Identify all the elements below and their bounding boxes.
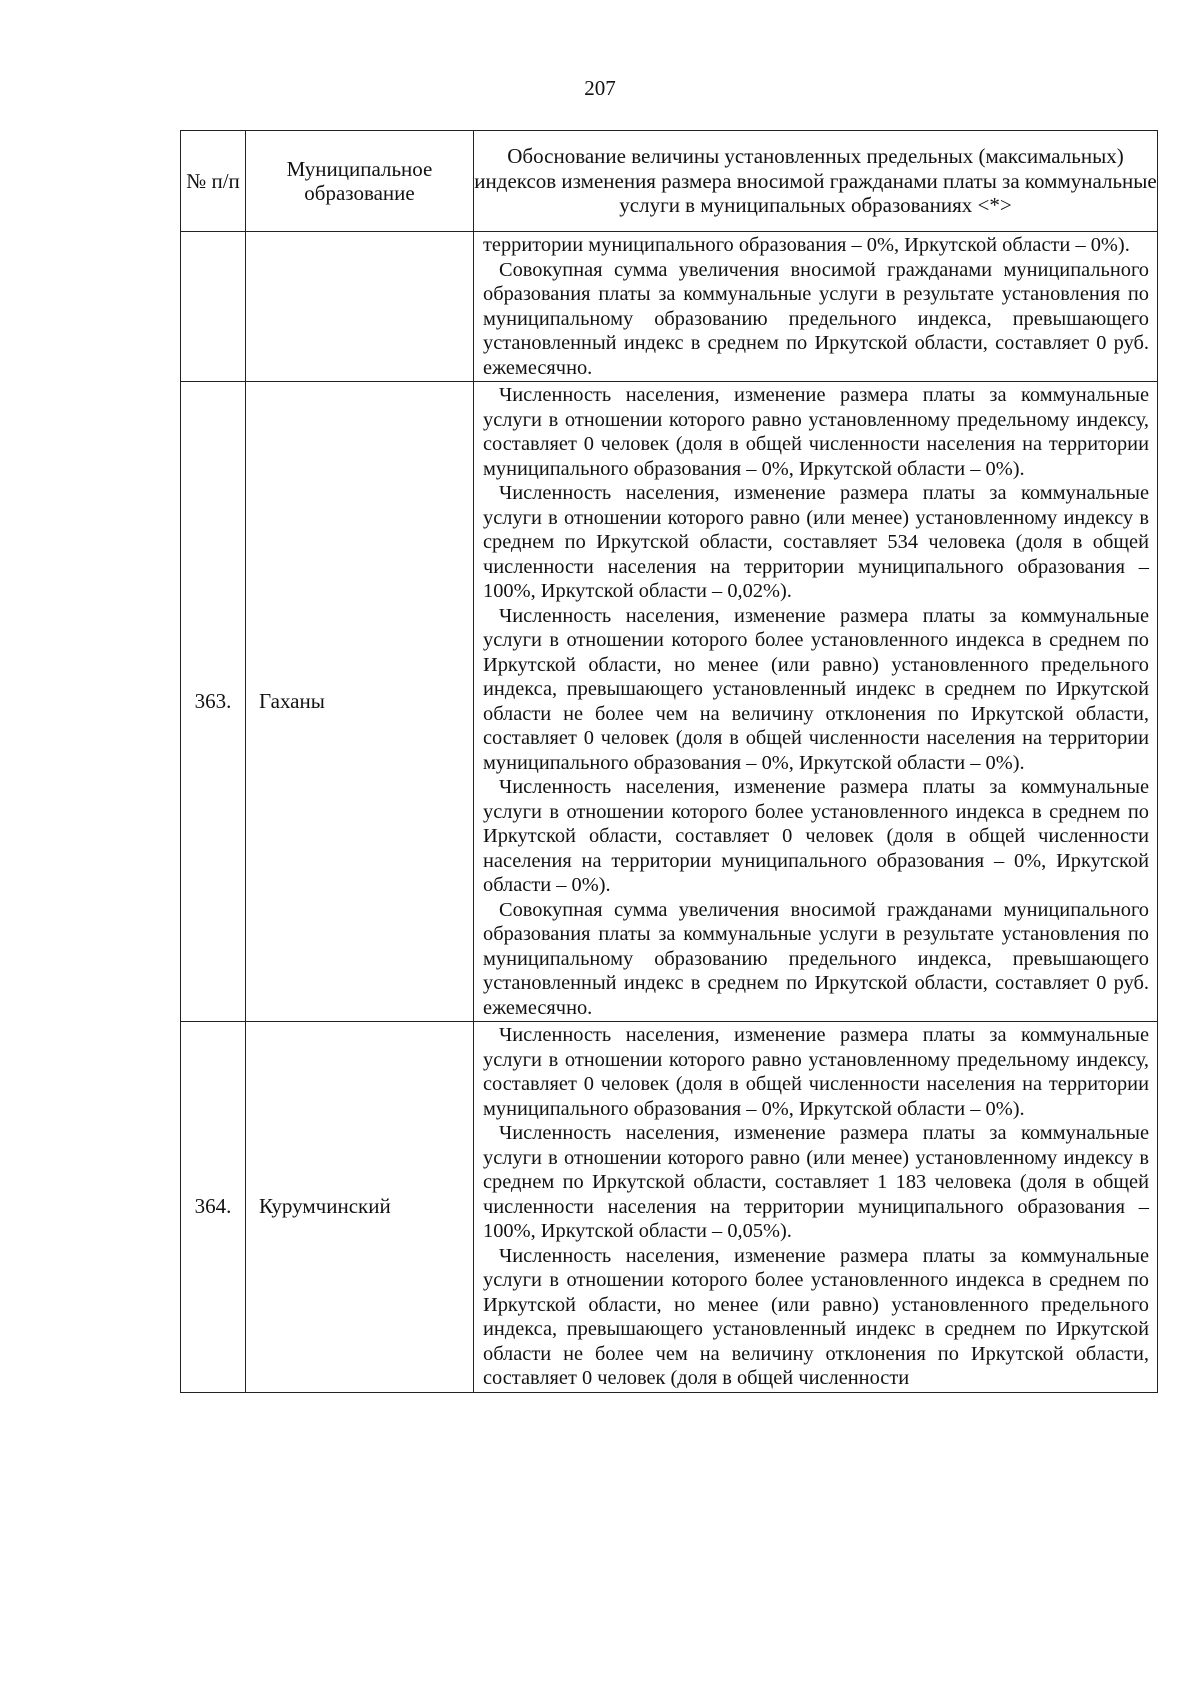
row-municipality: Курумчинский: [246, 1022, 474, 1393]
header-municipality: Муниципальное образование: [246, 131, 474, 232]
table-header-row: [181, 131, 1158, 232]
row-municipality: [246, 232, 474, 382]
justification-paragraph: Численность населения, изменение размера платы за коммунальные услуги в отношении которого равно установленному предельному индексу, составляет 0 человек (доля в общей численности населения на территории муниципального образования – 0%, Иркутской области – 0%).: [483, 1024, 1149, 1120]
header-justification: Обоснование величины установленных предельных (максимальных) индексов изменения размера вносимой гражданами платы за коммунальные услуги в муниципальных образованиях <*>: [474, 131, 1158, 232]
row-justification: [474, 1022, 1158, 1393]
justification-paragraph: Совокупная сумма увеличения вносимой гражданами муниципального образования платы за коммунальные услуги в результате установления по муниципальному образованию предельного индекса, превышающего установленный индекс в среднем по Иркутской области, составляет 0 руб. ежемесячно.: [483, 258, 1149, 379]
justification-paragraph: Численность населения, изменение размера платы за коммунальные услуги в отношении которого равно (или менее) установленному индексу в среднем по Иркутской области, составляет 534 человека (доля в общей численности населения на территории муниципального образования – 100%, Иркутской области – 0,02%).: [483, 482, 1149, 602]
justification-paragraph: Численность населения, изменение размера платы за коммунальные услуги в отношении которого более установленного индекса в среднем по Иркутской области, составляет 0 человек (доля в общей численности населения на территории муниципального образования – 0%, Иркутской области – 0%).: [483, 776, 1149, 896]
justification-paragraph: Численность населения, изменение размера платы за коммунальные услуги в отношении которого более установленного индекса в среднем по Иркутской области, но менее (или равно) установленного предельного индекса, превышающего установленный индекс в среднем по Иркутской области не более чем на величину отклонения по Иркутской области, составляет 0 человек (доля в общей численности: [483, 1244, 1149, 1389]
row-number: [181, 232, 246, 382]
tariff-index-table: [180, 130, 1158, 1393]
table-row: [181, 382, 1158, 1022]
row-justification: [474, 232, 1158, 382]
header-num: № п/п: [181, 131, 246, 232]
page-number: 207: [584, 76, 616, 100]
justification-paragraph: Численность населения, изменение размера платы за коммунальные услуги в отношении которого более установленного индекса в среднем по Иркутской области, но менее (или равно) установленного предельного индекса, превышающего установленный индекс в среднем по Иркутской области не более чем на величину отклонения по Иркутской области, составляет 0 человек (доля в общей численности населения на территории муниципального образования – 0%, Иркутской области – 0%).: [483, 604, 1149, 774]
justification-paragraph: Численность населения, изменение размера платы за коммунальные услуги в отношении которого равно (или менее) установленному индексу в среднем по Иркутской области, составляет 1 183 человека (доля в общей численности населения на территории муниципального образования – 100%, Иркутской области – 0,05%).: [483, 1122, 1149, 1242]
justification-paragraph: Совокупная сумма увеличения вносимой гражданами муниципального образования платы за коммунальные услуги в результате установления по муниципальному образованию предельного индекса, превышающего установленный индекс в среднем по Иркутской области, составляет 0 руб. ежемесячно.: [483, 898, 1149, 1019]
row-number: 363.: [181, 382, 246, 1022]
table-row: [181, 232, 1158, 382]
justification-paragraph: Численность населения, изменение размера платы за коммунальные услуги в отношении которого равно установленному предельному индексу, составляет 0 человек (доля в общей численности населения на территории муниципального образования – 0%, Иркутской области – 0%).: [483, 384, 1149, 480]
row-municipality: Гаханы: [246, 382, 474, 1022]
table-row: [181, 1022, 1158, 1393]
row-number: 364.: [181, 1022, 246, 1393]
row-justification: [474, 382, 1158, 1022]
justification-paragraph: территории муниципального образования – 0%, Иркутской области – 0%).: [483, 234, 1130, 256]
